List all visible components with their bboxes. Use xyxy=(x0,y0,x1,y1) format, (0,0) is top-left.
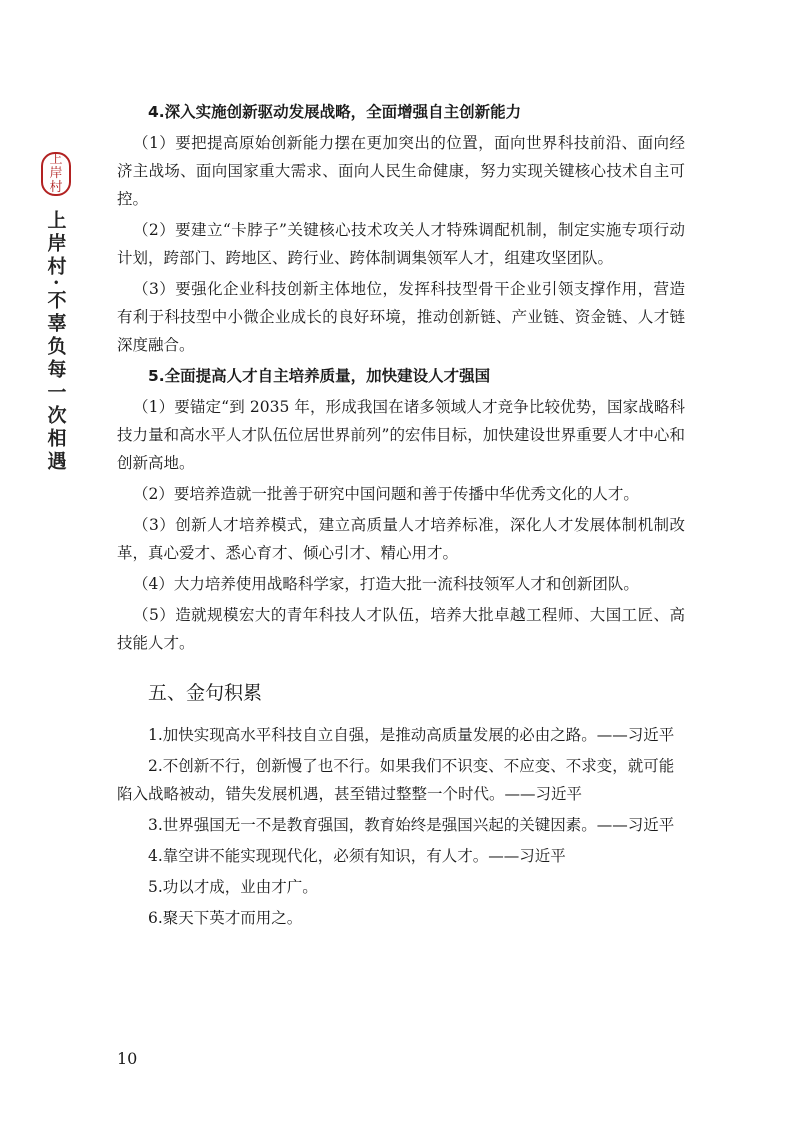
quote-item: 2.不创新不行，创新慢了也不行。如果我们不识变、不应变、不求变，就可能陷入战略被动，错失发展机遇，甚至错过整整一个时代。——习近平 xyxy=(117,757,675,803)
quote-item: 6.聚天下英才而用之。 xyxy=(148,909,303,927)
quotes-heading: 五、金句积累 xyxy=(148,682,263,704)
quote-item: 4.靠空讲不能实现现代化，必须有知识，有人才。——习近平 xyxy=(148,847,566,865)
sidebar-slogan: 上岸村·不辜负每一次相遇 xyxy=(44,210,67,474)
section-item: （2）要培养造就一批善于研究中国问题和善于传播中华优秀文化的人才。 xyxy=(133,485,639,503)
quote-item: 1.加快实现高水平科技自立自强，是推动高质量发展的必由之路。——习近平 xyxy=(148,726,675,744)
page-content xyxy=(117,98,685,935)
section-item: （2）要建立“卡脖子”关键核心技术攻关人才特殊调配机制，制定实施专项行动计划，跨部门、跨地区、跨行业、跨体制调集领军人才，组建攻坚团队。 xyxy=(117,221,685,267)
section-item: （5）造就规模宏大的青年科技人才队伍，培养大批卓越工程师、大国工匠、高技能人才。 xyxy=(117,606,685,652)
seal-char: 村 xyxy=(49,180,63,195)
section-item: （1）要把提高原始创新能力摆在更加突出的位置，面向世界科技前沿、面向经济主战场、面向国家重大需求、面向人民生命健康，努力实现关键核心技术自主可控。 xyxy=(117,134,685,208)
section-title: 5.全面提高人才自主培养质量，加快建设人才强国 xyxy=(148,367,491,385)
section-item: （3）创新人才培养模式，建立高质量人才培养标准，深化人才发展体制机制改革，真心爱才、悉心育才、倾心引才、精心用才。 xyxy=(117,516,685,562)
section-item: （1）要锚定“到 2035 年，形成我国在诸多领域人才竞争比较优势，国家战略科技力量和高水平人才队伍位居世界前列”的宏伟目标，加快建设世界重要人才中心和创新高地。 xyxy=(117,398,685,472)
quote-item: 5.功以才成，业由才广。 xyxy=(148,878,318,896)
section-item: （3）要强化企业科技创新主体地位，发挥科技型骨干企业引领支撑作用，营造有利于科技型中小微企业成长的良好环境，推动创新链、产业链、资金链、人才链深度融合。 xyxy=(117,280,685,354)
quote-item: 3.世界强国无一不是教育强国，教育始终是强国兴起的关键因素。——习近平 xyxy=(148,816,675,834)
section-item: （4）大力培养使用战略科学家，打造大批一流科技领军人才和创新团队。 xyxy=(133,575,639,593)
section-title: 4.深入实施创新驱动发展战略，全面增强自主创新能力 xyxy=(148,103,522,121)
page-number: 10 xyxy=(117,1049,138,1068)
sidebar-branding xyxy=(38,152,74,474)
seal-logo xyxy=(41,152,71,196)
seal-char: 上 xyxy=(49,152,63,167)
seal-char: 岸 xyxy=(49,166,63,181)
